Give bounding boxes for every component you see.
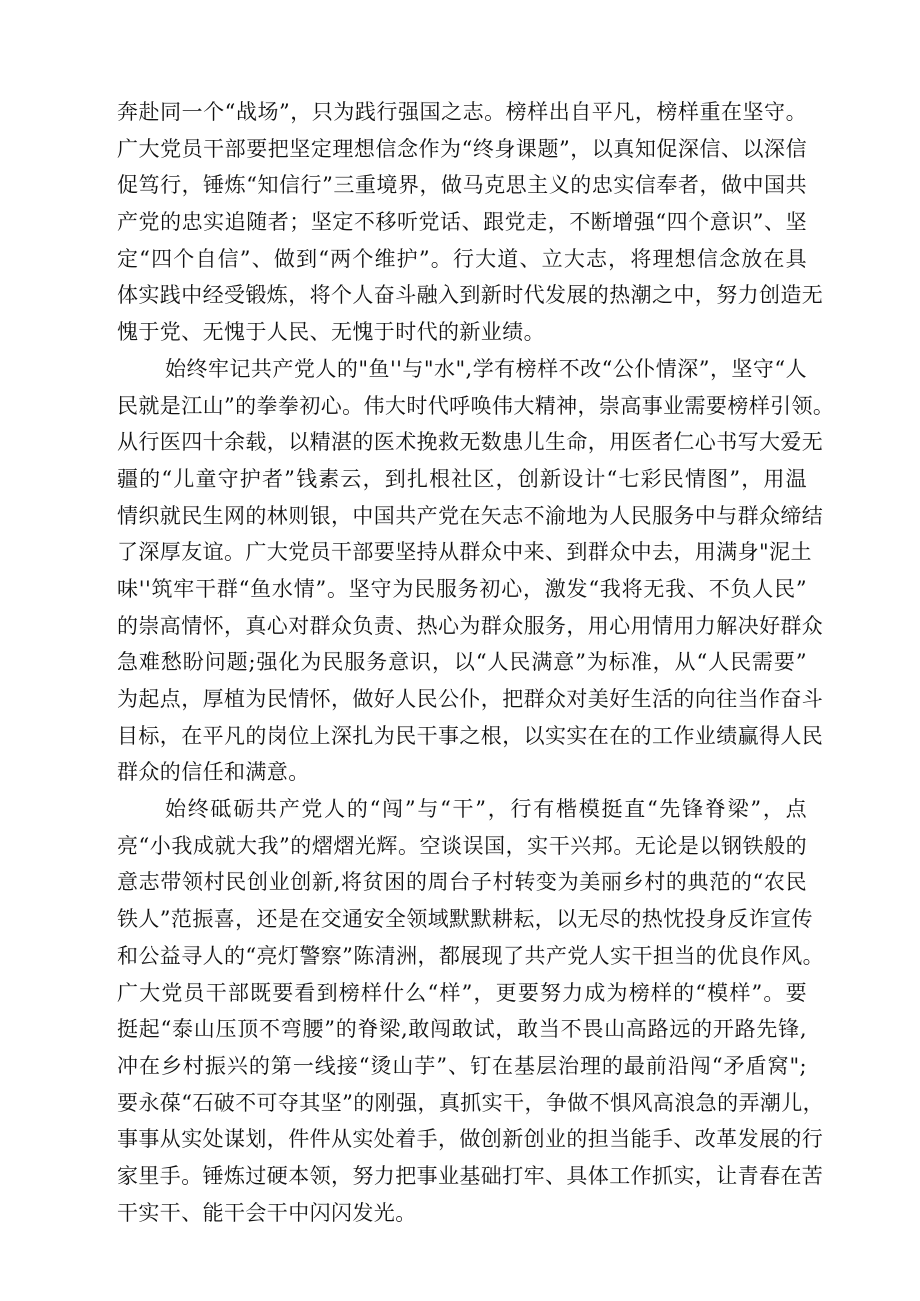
text-line: 定“四个自信”、做到“两个维护”。行大道、立大志，将理想信念放在具 [117, 246, 807, 271]
text-line: 干实干、能干会干中闪闪发光。 [117, 1200, 417, 1225]
text-line: 要永葆“石破不可夺其坚”的刚强，真抓实干，争做不惧风高浪急的弄潮儿， [117, 1090, 825, 1115]
text-line: 铁人”范振喜，还是在交通安全领域默默耕耘，以无尽的热忱投身反诈宣传 [117, 907, 813, 932]
text-line: 急难愁盼问题;强化为民服务意识，以“人民满意”为标准，从“人民需要” [117, 650, 807, 675]
text-line: 群众的信任和满意。 [117, 760, 310, 785]
text-line: 产党的忠实追随者；坚定不移听党话、跟党走，不断增强“四个意识”、坚 [117, 210, 807, 235]
text-line: 味''筑牢干群“鱼水情”。坚守为民服务初心，激发“我将无我、不负人民” [117, 576, 807, 601]
text-line: 促笃行，锤炼“知信行”三重境界，做马克思主义的忠实信奉者，做中国共 [117, 173, 807, 198]
paragraph-2 [117, 351, 835, 791]
document-page [117, 94, 835, 1231]
text-line: 体实践中经受锻炼，将个人奋斗融入到新时代发展的热潮之中，努力创造无 [117, 283, 824, 308]
text-line: 广大党员干部既要看到榜样什么“样”，更要努力成为榜样的“模样”。要 [117, 980, 807, 1005]
text-line: 为起点，厚植为民情怀，做好人民公仆，把群众对美好生活的向往当作奋斗 [117, 687, 824, 711]
text-line: 始终砥砺共产党人的“闯”与“干”，行有楷模挺直“先锋脊梁”，点 [165, 797, 807, 822]
text-line: 愧于党、无愧于人民、无愧于时代的新业绩。 [117, 320, 545, 345]
text-line: 亮“小我成就大我”的熠熠光辉。空谈误国，实干兴邦。无论是以钢铁般的 [117, 833, 807, 858]
paragraph-3 [117, 791, 825, 1231]
text-line: 事事从实处谋划，件件从实处着手，做创新创业的担当能手、改革发展的行 [117, 1127, 824, 1152]
text-line: 意志带领村民创业创新,将贫困的周台子村转变为美丽乡村的典范的“农民 [117, 870, 807, 895]
paragraph-1 [117, 94, 824, 351]
text-line: 的崇高情怀，真心对群众负责、热心为群众服务，用心用情用力解决好群众 [117, 613, 824, 638]
text-line: 疆的“儿童守护者”钱素云，到扎根社区，创新设计“七彩民情图”，用温 [117, 466, 807, 491]
text-line: 挺起“泰山压顶不弯腰”的脊梁,敢闯敢试，敢当不畏山高路远的开路先锋, [117, 1017, 807, 1042]
text-line: 奔赴同一个“战场”，只为践行强国之志。榜样出自平凡，榜样重在坚守。 [117, 100, 807, 124]
text-line: 目标，在平凡的岗位上深扎为民干事之根，以实实在在的工作业绩赢得人民 [117, 723, 824, 748]
text-line: 始终牢记共产党人的"鱼''与"水",学有榜样不改“公仆情深”，坚守“人 [165, 356, 807, 381]
text-line: 广大党员干部要把坚定理想信念作为“终身课题”，以真知促深信、以深信 [117, 136, 807, 161]
text-line: 民就是江山”的拳拳初心。伟大时代呼唤伟大精神，崇高事业需要榜样引领。 [117, 393, 835, 418]
text-line: 情织就民生网的林则银，中国共产党在矢志不渝地为人民服务中与群众缔结 [117, 503, 824, 528]
text-line: 家里手。锤炼过硬本领，努力把事业基础打牢、具体工作抓实，让青春在苦 [117, 1163, 824, 1188]
text-line: 和公益寻人的“亮灯警察”陈清洲，都展现了共产党人实干担当的优良作风。 [117, 943, 825, 968]
text-line: 冲在乡村振兴的第一线接“烫山芋”、钉在基层治理的最前沿闯“矛盾窝"; [117, 1053, 807, 1078]
text-line: 从行医四十余载，以精湛的医术挽救无数患儿生命，用医者仁心书写大爱无 [117, 430, 824, 455]
text-line: 了深厚友谊。广大党员干部要坚持从群众中来、到群众中去，用满身"泥土 [117, 540, 812, 565]
